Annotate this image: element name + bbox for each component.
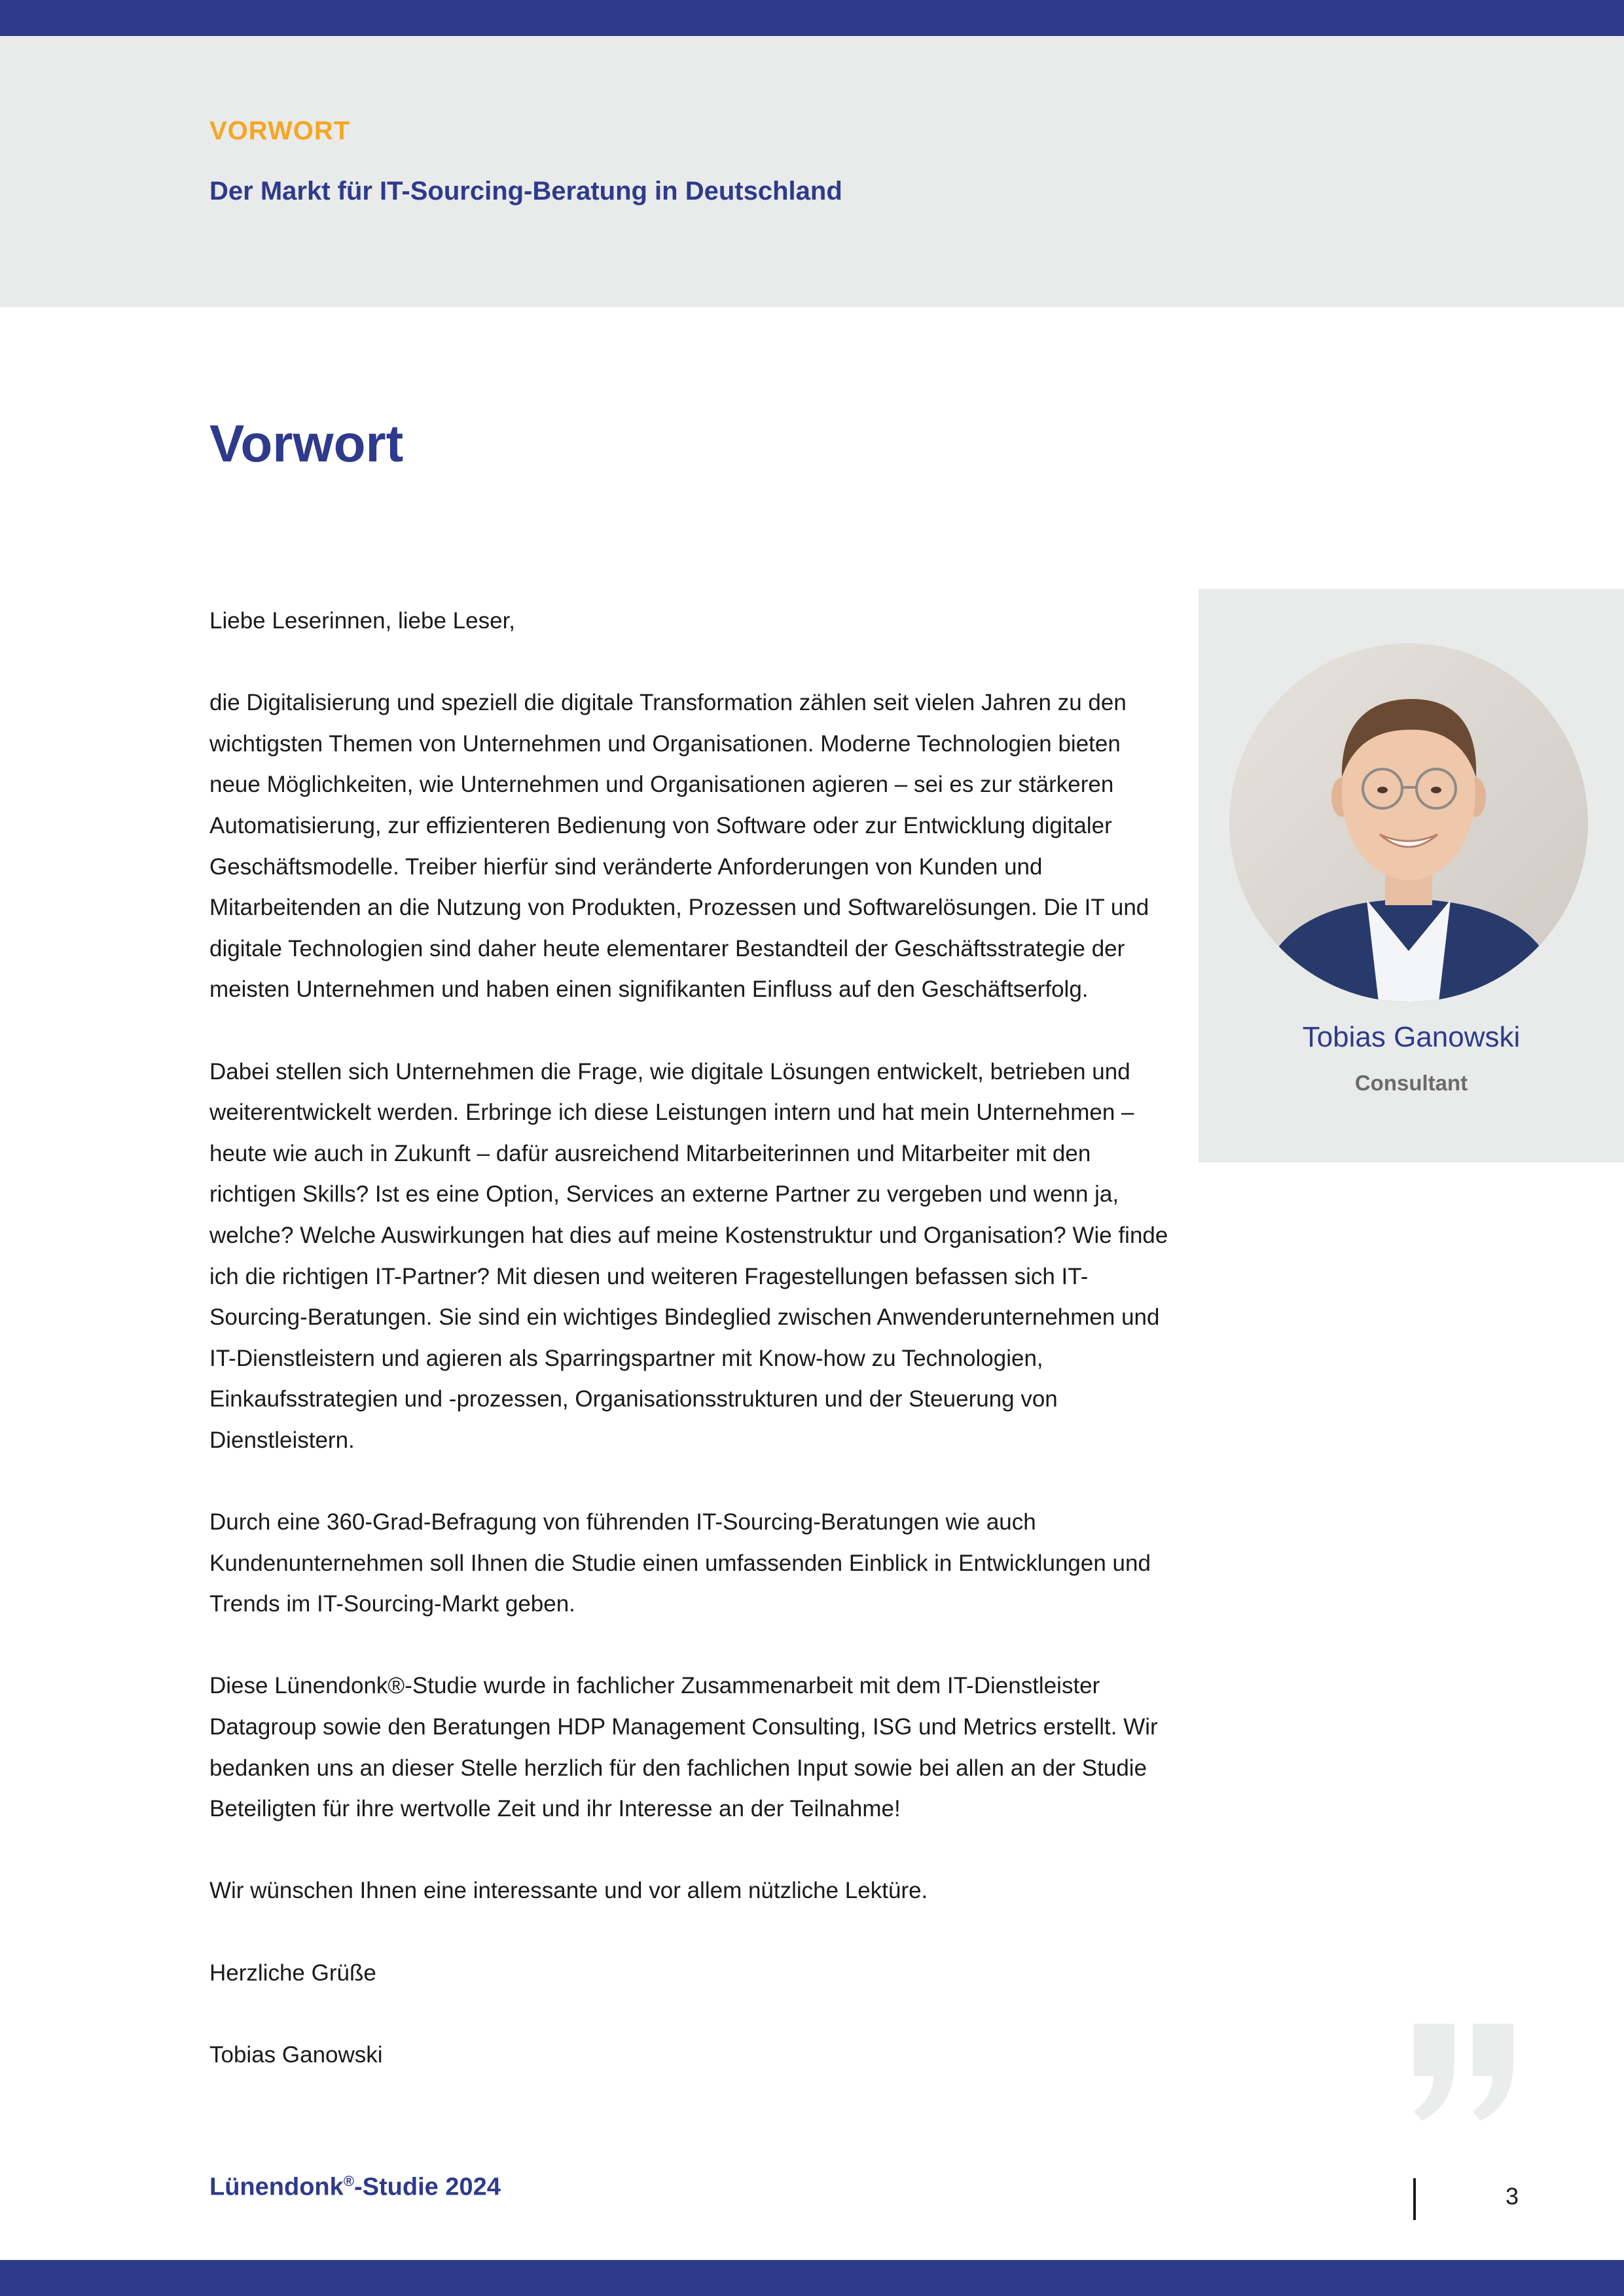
top-accent-bar bbox=[0, 0, 1624, 36]
paragraph-5: Wir wünschen Ihnen eine interessante und vor allem nützliche Lektüre. bbox=[209, 1878, 928, 1904]
body-text bbox=[209, 601, 1172, 2075]
page-number: 3 bbox=[1506, 2183, 1519, 2210]
paragraph-3: Durch eine 360-Grad-Befragung von führenden IT-Sourcing-Beratungen wie auch Kundenunternehmen soll Ihnen die Studie einen umfassenden Einblick in Entwicklungen und Trends im IT-Sourcing-Markt geben. bbox=[209, 1509, 1151, 1617]
closing: Herzliche Grüße bbox=[209, 1960, 376, 1986]
bottom-accent-bar bbox=[0, 2260, 1624, 2296]
profile-role: Consultant bbox=[1354, 1071, 1468, 1095]
profile-name: Tobias Ganowski bbox=[1302, 1021, 1521, 1053]
header-band bbox=[0, 36, 1624, 307]
greeting: Liebe Leserinnen, liebe Leser, bbox=[209, 608, 516, 634]
page-title: Vorwort bbox=[209, 414, 404, 473]
footer-brand: Lünendonk®-Studie 2024 bbox=[209, 2173, 501, 2201]
paragraph-2: Dabei stellen sich Unternehmen die Frage, wie digitale Lösungen entwickelt, betrieben und weiterentwickelt werden. Erbringe ich diese Leistungen intern und hat mein Unternehmen – heute wie auch in Zukunft – dafür ausreichend Mitarbeiterinnen und Mitarbeiter mit den richtigen Skills? Ist es eine Option, Services an externe Partner zu vergeben und wenn ja, welche? Welche Auswirkungen hat dies auf meine Kostenstruktur und Organisation? Wie finde ich die richtigen IT-Partner? Mit diesen und weiteren Fragestellungen befassen sich IT-Sourcing-Beratungen. Sie sind ein wichtiges Bindeglied zwischen Anwenderunternehmen und IT-Dienstleistern und agieren als Sparringspartner mit Know-how zu Technologien, Einkaufsstrategien und -prozessen, Organisationsstrukturen und der Steuerung von Dienstleistern. bbox=[209, 1058, 1168, 1453]
section-label: VORWORT bbox=[209, 117, 351, 145]
footer-divider bbox=[1413, 2178, 1416, 2220]
signature: Tobias Ganowski bbox=[209, 2041, 383, 2068]
author-portrait bbox=[1229, 643, 1588, 1002]
paragraph-4: Diese Lünendonk®-Studie wurde in fachlicher Zusammenarbeit mit dem IT-Dienstleister Datagroup sowie den Beratungen HDP Management Consulting, ISG und Metrics erstellt. Wir bedanken uns an dieser Stelle herzlich für den fachlichen Input sowie bei allen an der Studie Beteiligten für ihre wertvolle Zeit und ihr Interesse an der Teilnahme! bbox=[209, 1673, 1158, 1822]
closing-quote-icon bbox=[1407, 2016, 1522, 2127]
header-subtitle: Der Markt für IT-Sourcing-Beratung in Deutschland bbox=[209, 177, 842, 206]
paragraph-1: die Digitalisierung und speziell die digitale Transformation zählen seit vielen Jahren zu den wichtigsten Themen von Unternehmen und Organisationen. Moderne Technologien bieten neue Möglichkeiten, wie Unternehmen und Organisationen agieren – sei es zur stärkeren Automatisierung, zur effizienteren Bedienung von Software oder zur Entwicklung digitaler Geschäftsmodelle. Treiber hierfür sind veränderte Anforderungen von Kunden und Mitarbeitenden an die Nutzung von Produkten, Prozessen und Softwarelösungen. Die IT und digitale Technologien sind daher heute elementarer Bestandteil der Geschäftsstrategie der meisten Unternehmen und haben einen signifikanten Einfluss auf den Geschäftserfolg. bbox=[209, 690, 1149, 1003]
